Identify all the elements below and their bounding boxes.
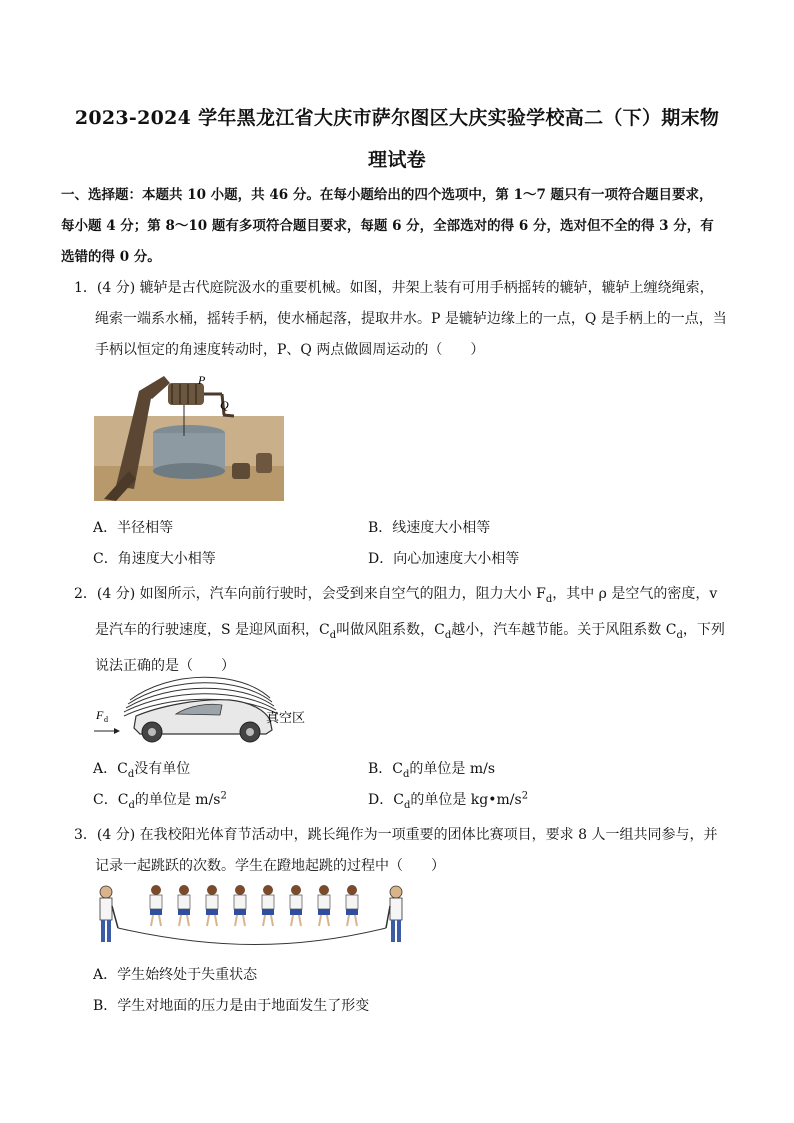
q1-option-a[interactable]: A．半径相等 [93, 520, 174, 536]
label-q: Q [220, 398, 229, 412]
question-3 [74, 820, 734, 882]
q3-option-a[interactable]: A．学生始终处于失重状态 [93, 967, 258, 983]
question-3-number: 3．(4 分) [74, 827, 140, 843]
rope-holder-left [100, 886, 118, 942]
q2-line2-sub2: d [444, 629, 452, 641]
q2-line2-b: 叫做风阻系数，C [336, 621, 445, 638]
q2-c-sup: 2 [220, 790, 227, 802]
q2-line2-c: 越小，汽车越节能。关于风阻系数 C [451, 621, 677, 638]
question-2-sub-d: d [545, 593, 553, 605]
question-1-line3: 手柄以恒定的角速度转动时，P、Q 两点做圆周运动的（ ） [95, 342, 485, 358]
q2-d-post: 的单位是 kg•m/s [410, 792, 522, 808]
q2-c-post: 的单位是 m/s [134, 792, 221, 808]
question-2-number: 2．(4 分) [74, 586, 140, 602]
question-1 [74, 273, 734, 366]
question-2-line3: 说法正确的是（ ） [95, 657, 235, 674]
q2-line2-d: ，下列 [682, 621, 725, 638]
q2-option-b[interactable] [368, 758, 495, 780]
label-vacuum: 真空区 [266, 711, 306, 726]
question-3-line1: 在我校阳光体育节活动中，跳长绳作为一项重要的团体比赛项目，要求 8 人一组共同参与，并 [139, 827, 718, 843]
q2-a-sub: d [127, 768, 135, 780]
section-line1: 一、选择题：本题共 10 小题，共 46 分。在每小题给出的四个选项中，第 1～7 题只有一项符合题目要求， [61, 187, 713, 203]
section-line3: 选错的得 0 分。 [61, 249, 161, 265]
q2-option-c[interactable] [93, 789, 227, 811]
car-airflow-figure [90, 670, 330, 748]
q2-b-sub: d [403, 768, 410, 780]
question-1-line2: 绳索一端系水桶，摇转手柄，使水桶起落，提取井水。P 是辘轳边缘上的一点，Q 是手柄上的一点，当 [95, 311, 727, 327]
label-fd-sub: d [104, 715, 108, 724]
q2-line2-sub1: d [329, 629, 337, 641]
q2-d-sub: d [403, 799, 411, 811]
question-1-line1: 辘轳是古代庭院汲水的重要机械。如图，井架上装有可用手柄摇转的辘轳，辘轳上缠绕绳索， [139, 280, 714, 296]
q2-line2-a: 是汽车的行驶速度，S 是迎风面积，C [95, 621, 330, 638]
windlass-figure [94, 371, 284, 501]
rope-holder-right [386, 886, 402, 942]
q2-a-pre: A．C [93, 761, 128, 777]
question-1-number: 1．(4 分) [74, 280, 140, 296]
q2-option-a[interactable] [93, 758, 190, 780]
question-2 [74, 579, 734, 682]
jump-rope-figure [96, 880, 408, 952]
question-2-line2 [74, 615, 734, 651]
q2-line2-sub3: d [676, 629, 683, 641]
q2-c-pre: C．C [93, 792, 129, 808]
q2-a-post: 没有单位 [134, 761, 191, 777]
label-fd: F [96, 708, 104, 722]
question-2-line1b: ，其中 ρ 是空气的密度，v [552, 586, 718, 602]
label-p: P [198, 373, 206, 387]
section-instructions [61, 180, 733, 273]
q2-d-pre: D．C [368, 792, 404, 808]
q1-option-b[interactable]: B．线速度大小相等 [368, 520, 491, 536]
q2-b-pre: B．C [368, 761, 403, 777]
question-2-line1a: 如图所示，汽车向前行驶时，会受到来自空气的阻力，阻力大小 F [139, 586, 546, 602]
q2-option-d[interactable] [368, 789, 528, 811]
q1-option-d[interactable]: D．向心加速度大小相等 [368, 551, 520, 567]
q2-c-sub: d [128, 799, 135, 811]
exam-title-line1: 2023-2024 学年黑龙江省大庆市萨尔图区大庆实验学校高二（下）期末物 [74, 107, 720, 129]
q3-option-b[interactable]: B．学生对地面的压力是由于地面发生了形变 [93, 998, 370, 1014]
question-3-line2: 记录一起跳跃的次数。学生在蹬地起跳的过程中（ ） [95, 858, 445, 874]
jumpers-group [150, 885, 358, 926]
q2-b-post: 的单位是 m/s [409, 761, 496, 777]
q2-d-sup: 2 [521, 790, 529, 802]
exam-title-line2: 理试卷 [368, 149, 426, 171]
section-line2: 每小题 4 分；第 8～10 题有多项符合题目要求，每题 6 分，全部选对的得 6 分，选对但不全的得 3 分，有 [61, 218, 714, 234]
q1-option-c[interactable]: C．角速度大小相等 [93, 551, 216, 567]
